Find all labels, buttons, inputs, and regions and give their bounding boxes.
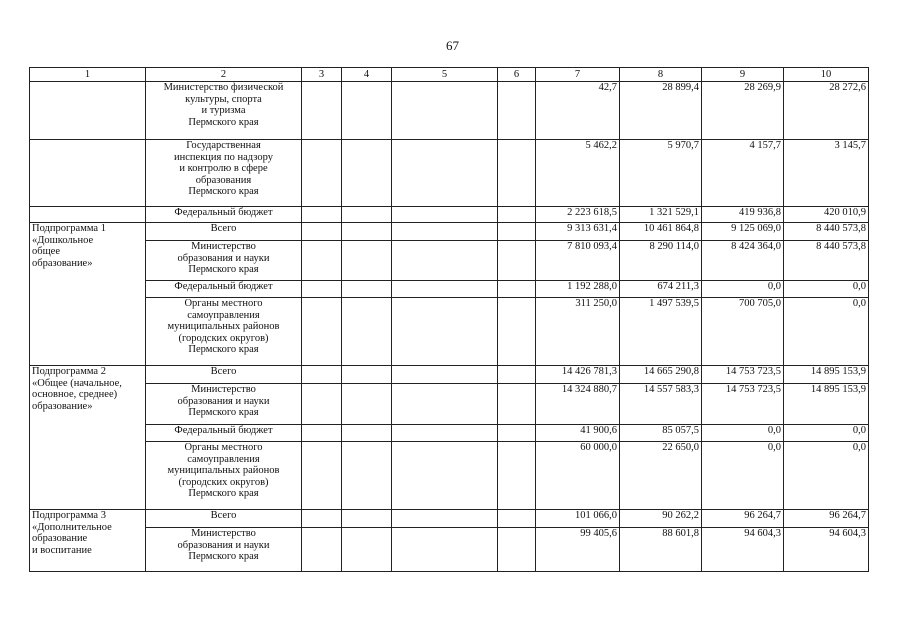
value-cell-10: 3 145,7 (784, 140, 869, 207)
header-row (30, 68, 869, 82)
value-cell-7: 7 810 093,4 (536, 241, 620, 281)
value-cell-7: 5 462,2 (536, 140, 620, 207)
value-cell-7: 41 900,6 (536, 425, 620, 442)
source-cell: Органы местного самоуправления муниципальных районов (городских округов) Пермского края (146, 298, 302, 366)
value-cell-8: 8 290 114,0 (620, 241, 702, 281)
empty-cell (342, 241, 392, 281)
value-cell-8: 14 665 290,8 (620, 366, 702, 384)
table-row (30, 140, 869, 207)
empty-cell (392, 425, 498, 442)
empty-cell (302, 384, 342, 425)
value-cell-10: 0,0 (784, 425, 869, 442)
table-row (30, 241, 869, 281)
value-cell-7: 1 192 288,0 (536, 281, 620, 298)
source-cell: Федеральный бюджет (146, 281, 302, 298)
budget-table (29, 67, 869, 572)
page-number: 67 (446, 38, 459, 53)
empty-cell (302, 366, 342, 384)
source-cell: Министерство образования и науки Пермского края (146, 241, 302, 281)
program-cell-subprogram-2: Подпрограмма 2 «Общее (начальное, основное, среднее) образование» (30, 366, 146, 510)
empty-cell (498, 425, 536, 442)
program-cell (30, 207, 146, 223)
empty-cell (342, 281, 392, 298)
value-cell-8: 22 650,0 (620, 442, 702, 510)
value-cell-8: 1 321 529,1 (620, 207, 702, 223)
value-cell-9: 700 705,0 (702, 298, 784, 366)
value-cell-10: 94 604,3 (784, 528, 869, 572)
value-cell-9: 419 936,8 (702, 207, 784, 223)
empty-cell (302, 207, 342, 223)
empty-cell (392, 366, 498, 384)
value-cell-9: 0,0 (702, 442, 784, 510)
empty-cell (302, 140, 342, 207)
column-header: 4 (342, 68, 392, 82)
empty-cell (498, 140, 536, 207)
empty-cell (392, 223, 498, 241)
value-cell-9: 0,0 (702, 281, 784, 298)
column-header: 8 (620, 68, 702, 82)
table-row (30, 298, 869, 366)
value-cell-8: 90 262,2 (620, 510, 702, 528)
empty-cell (392, 82, 498, 140)
column-header: 3 (302, 68, 342, 82)
empty-cell (302, 425, 342, 442)
value-cell-8: 88 601,8 (620, 528, 702, 572)
empty-cell (392, 384, 498, 425)
value-cell-10: 0,0 (784, 298, 869, 366)
value-cell-9: 14 753 723,5 (702, 366, 784, 384)
value-cell-9: 96 264,7 (702, 510, 784, 528)
program-cell-subprogram-3: Подпрограмма 3 «Дополнительное образование и воспитание (30, 510, 146, 572)
empty-cell (342, 510, 392, 528)
source-cell: Всего (146, 510, 302, 528)
value-cell-7: 14 324 880,7 (536, 384, 620, 425)
empty-cell (342, 528, 392, 572)
value-cell-10: 8 440 573,8 (784, 223, 869, 241)
empty-cell (342, 298, 392, 366)
value-cell-10: 14 895 153,9 (784, 366, 869, 384)
empty-cell (342, 140, 392, 207)
value-cell-9: 4 157,7 (702, 140, 784, 207)
column-header: 6 (498, 68, 536, 82)
column-header: 2 (146, 68, 302, 82)
table-row (30, 281, 869, 298)
empty-cell (498, 82, 536, 140)
program-cell (30, 140, 146, 207)
value-cell-7: 14 426 781,3 (536, 366, 620, 384)
value-cell-9: 94 604,3 (702, 528, 784, 572)
empty-cell (498, 241, 536, 281)
source-cell: Федеральный бюджет (146, 207, 302, 223)
value-cell-9: 28 269,9 (702, 82, 784, 140)
empty-cell (498, 298, 536, 366)
value-cell-7: 2 223 618,5 (536, 207, 620, 223)
source-cell: Министерство образования и науки Пермского края (146, 528, 302, 572)
empty-cell (498, 510, 536, 528)
table-row (30, 384, 869, 425)
empty-cell (342, 207, 392, 223)
value-cell-9: 8 424 364,0 (702, 241, 784, 281)
empty-cell (498, 281, 536, 298)
table-row (30, 366, 869, 384)
value-cell-7: 60 000,0 (536, 442, 620, 510)
column-header: 10 (784, 68, 869, 82)
value-cell-8: 85 057,5 (620, 425, 702, 442)
source-cell: Министерство образования и науки Пермского края (146, 384, 302, 425)
table-row (30, 425, 869, 442)
empty-cell (498, 384, 536, 425)
value-cell-7: 42,7 (536, 82, 620, 140)
column-header: 9 (702, 68, 784, 82)
empty-cell (392, 140, 498, 207)
table-row (30, 207, 869, 223)
empty-cell (302, 241, 342, 281)
source-cell: Федеральный бюджет (146, 425, 302, 442)
empty-cell (392, 298, 498, 366)
value-cell-8: 14 557 583,3 (620, 384, 702, 425)
source-cell: Государственная инспекция по надзору и контролю в сфере образования Пермского края (146, 140, 302, 207)
empty-cell (302, 281, 342, 298)
empty-cell (498, 207, 536, 223)
value-cell-8: 28 899,4 (620, 82, 702, 140)
empty-cell (302, 298, 342, 366)
table-row (30, 223, 869, 241)
empty-cell (498, 442, 536, 510)
empty-cell (392, 528, 498, 572)
empty-cell (392, 241, 498, 281)
empty-cell (342, 425, 392, 442)
empty-cell (302, 510, 342, 528)
program-cell (30, 82, 146, 140)
empty-cell (498, 366, 536, 384)
empty-cell (392, 281, 498, 298)
value-cell-7: 9 313 631,4 (536, 223, 620, 241)
source-cell: Всего (146, 223, 302, 241)
empty-cell (342, 223, 392, 241)
empty-cell (302, 223, 342, 241)
empty-cell (342, 366, 392, 384)
table-row (30, 510, 869, 528)
empty-cell (342, 384, 392, 425)
source-cell: Министерство физической культуры, спорта и туризма Пермского края (146, 82, 302, 140)
column-header: 1 (30, 68, 146, 82)
value-cell-7: 311 250,0 (536, 298, 620, 366)
value-cell-7: 101 066,0 (536, 510, 620, 528)
empty-cell (392, 442, 498, 510)
value-cell-8: 1 497 539,5 (620, 298, 702, 366)
value-cell-8: 674 211,3 (620, 281, 702, 298)
empty-cell (302, 442, 342, 510)
empty-cell (342, 442, 392, 510)
empty-cell (302, 82, 342, 140)
empty-cell (498, 528, 536, 572)
table-row (30, 442, 869, 510)
source-cell: Всего (146, 366, 302, 384)
table-row (30, 82, 869, 140)
value-cell-10: 28 272,6 (784, 82, 869, 140)
value-cell-9: 9 125 069,0 (702, 223, 784, 241)
table-row (30, 528, 869, 572)
empty-cell (302, 528, 342, 572)
empty-cell (342, 82, 392, 140)
value-cell-10: 420 010,9 (784, 207, 869, 223)
empty-cell (392, 510, 498, 528)
value-cell-9: 0,0 (702, 425, 784, 442)
value-cell-9: 14 753 723,5 (702, 384, 784, 425)
value-cell-10: 14 895 153,9 (784, 384, 869, 425)
empty-cell (392, 207, 498, 223)
value-cell-10: 0,0 (784, 281, 869, 298)
column-header: 7 (536, 68, 620, 82)
value-cell-8: 5 970,7 (620, 140, 702, 207)
column-header: 5 (392, 68, 498, 82)
value-cell-10: 0,0 (784, 442, 869, 510)
empty-cell (498, 223, 536, 241)
program-cell-subprogram-1: Подпрограмма 1 «Дошкольное общее образование» (30, 223, 146, 366)
value-cell-10: 8 440 573,8 (784, 241, 869, 281)
value-cell-7: 99 405,6 (536, 528, 620, 572)
source-cell: Органы местного самоуправления муниципальных районов (городских округов) Пермского края (146, 442, 302, 510)
value-cell-8: 10 461 864,8 (620, 223, 702, 241)
value-cell-10: 96 264,7 (784, 510, 869, 528)
